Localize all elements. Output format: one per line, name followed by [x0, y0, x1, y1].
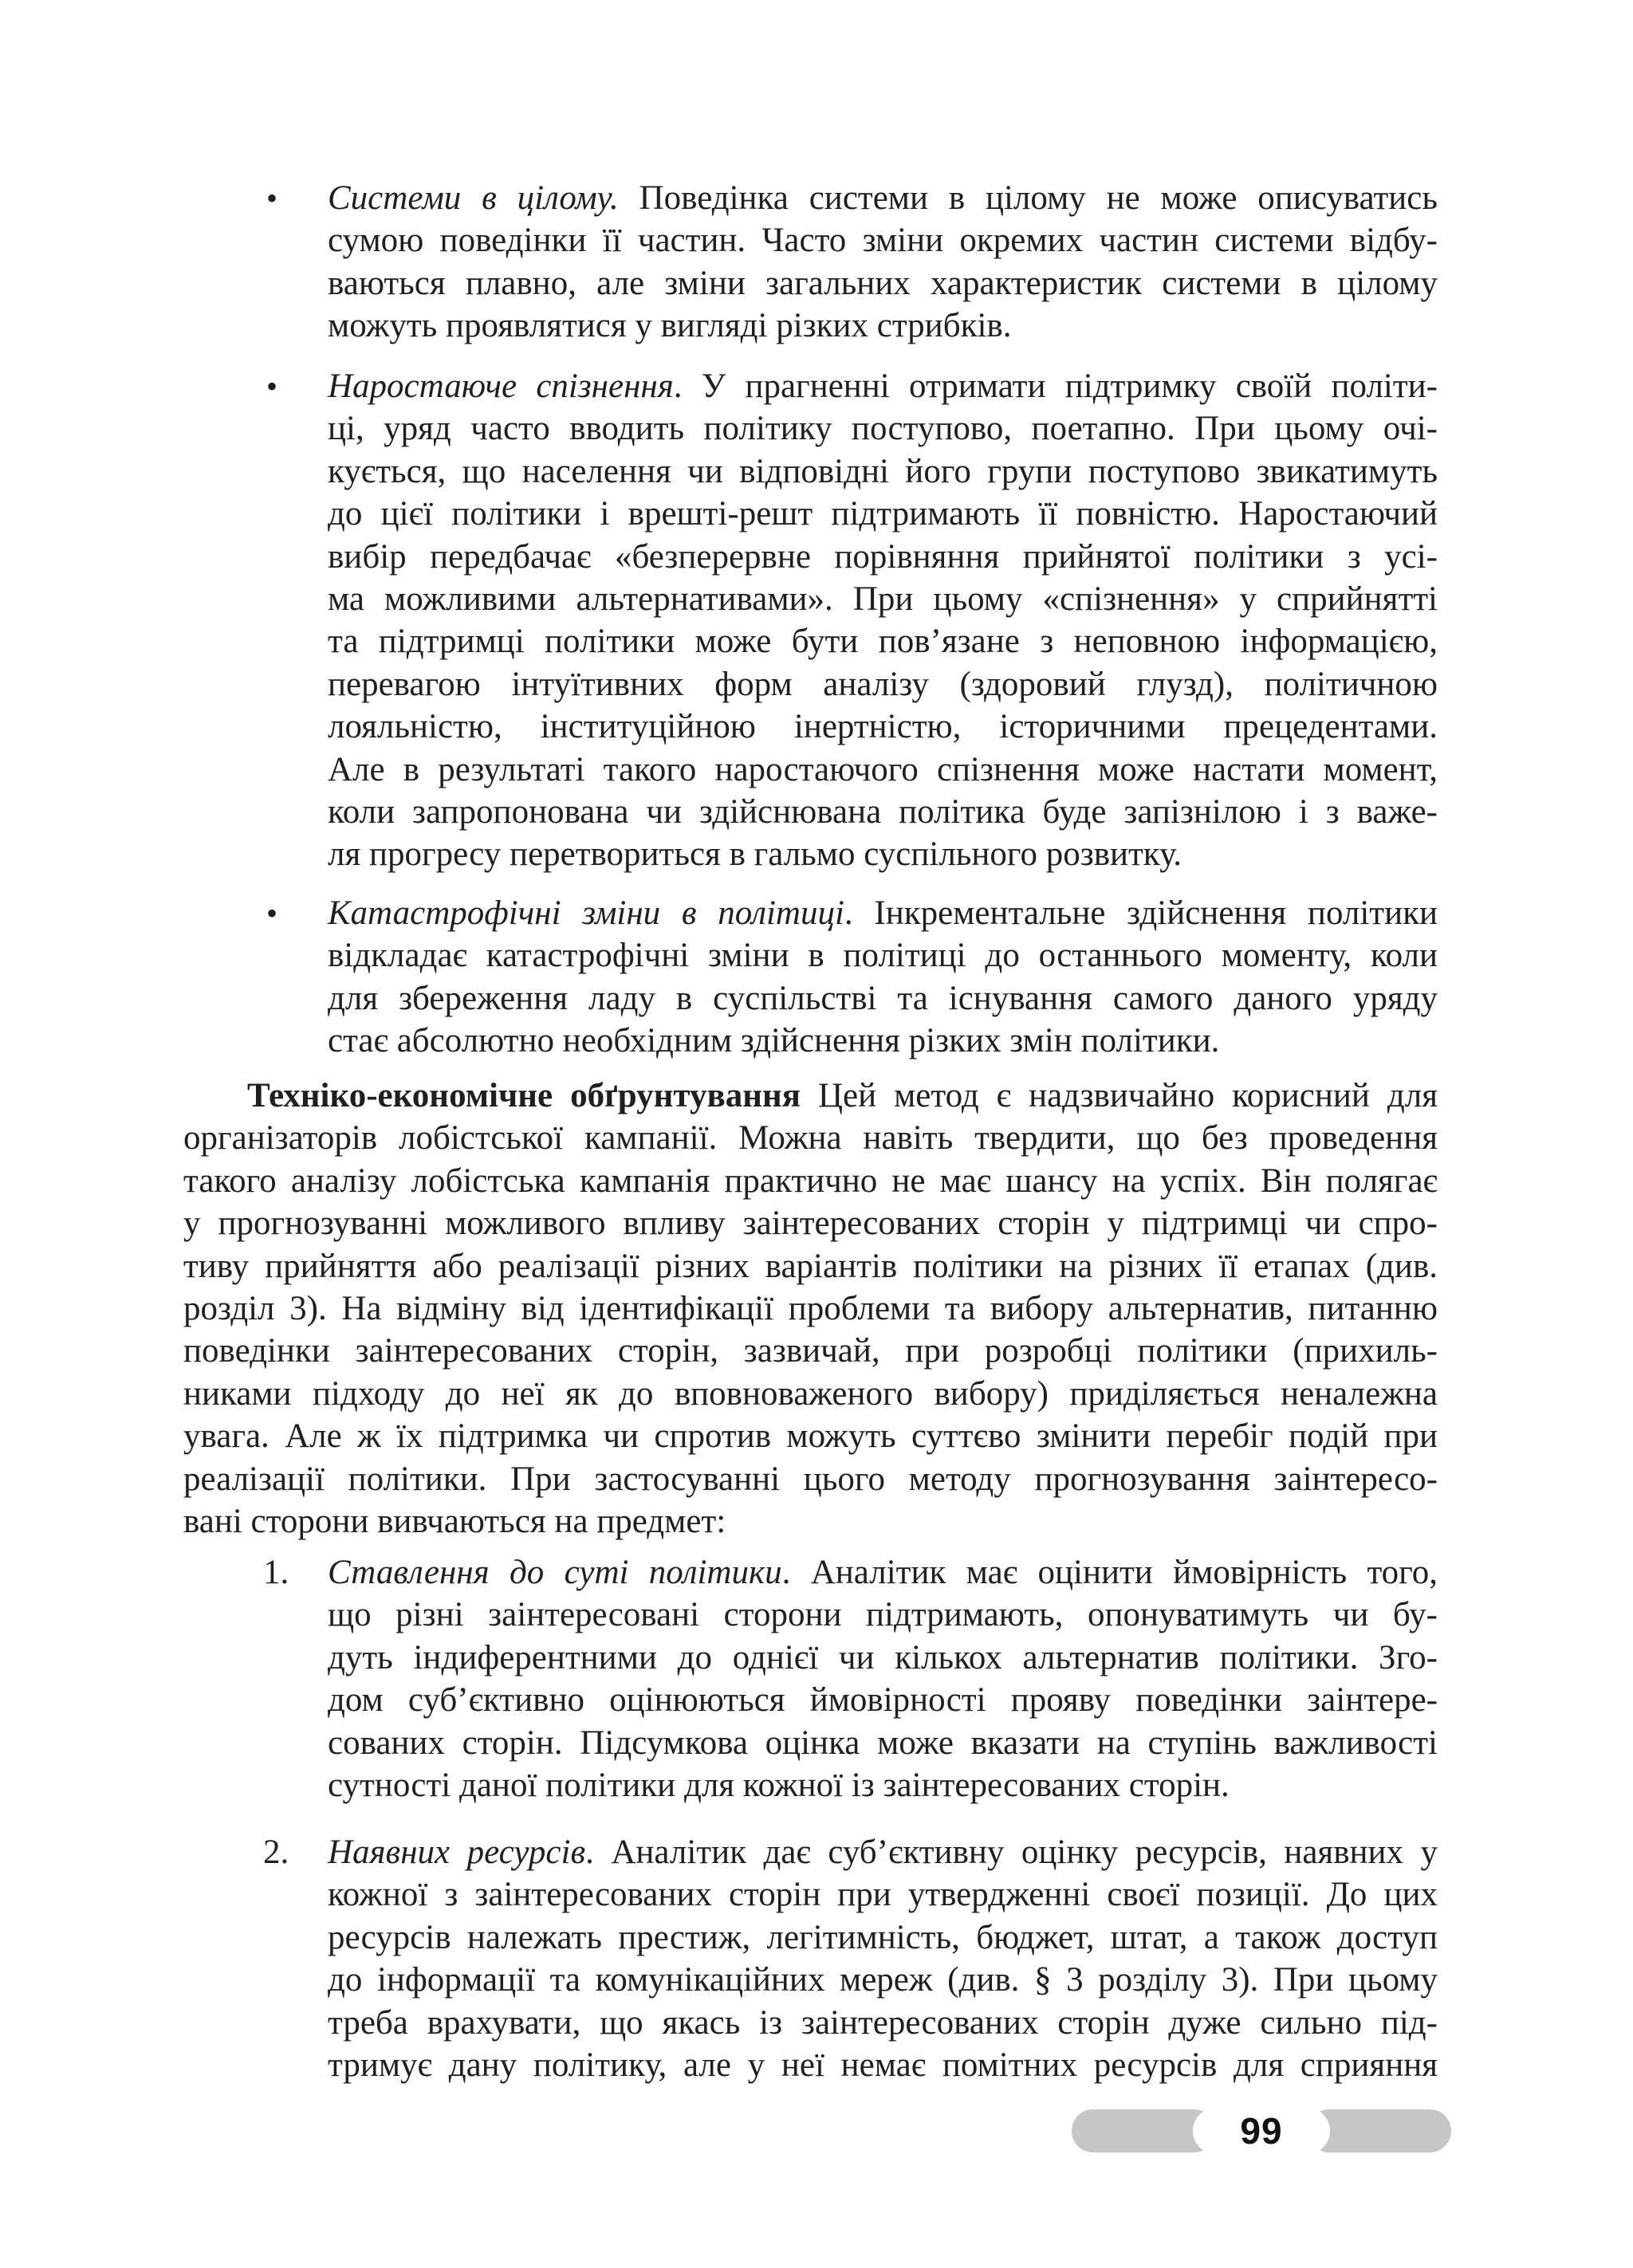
text-line: поведінки заінтересованих сторін, зазвичай, при розробці політики (прихиль- — [183, 1332, 1438, 1370]
text-line: відкладає катастрофічні зміни в політиці до останнього моменту, коли — [328, 937, 1438, 975]
bullet-term: Системи в цілому. — [328, 179, 619, 217]
numbered-item — [328, 1831, 1438, 2086]
bullet-term: Катастрофічні зміни в політиці — [328, 894, 844, 932]
text-line-part: . Аналітик має оцінити ймовірність того, — [781, 1554, 1438, 1591]
text-line: до інформації та комунікаційних мереж (див. § 3 розділу 3). При цьому — [328, 1961, 1438, 1999]
text-line: реалізації політики. При застосуванні цього методу прогнозування заінтересо- — [183, 1460, 1438, 1498]
text-line: тримує дану політику, але у неї немає помітних ресурсів для сприяння — [328, 2046, 1438, 2084]
text-line: тиву прийняття або реалізації різних варіантів політики на різних її етапах (див. — [183, 1247, 1438, 1285]
text-line: кується, що населення чи відповідні його групи поступово звикатимуть — [328, 452, 1438, 490]
text-line-part: . У прагненні отримати підтримку своїй політи- — [673, 368, 1438, 405]
text-line: дуть індиферентними до однієї чи кількох альтернатив політики. Зго- — [328, 1638, 1438, 1676]
text-line: лояльністю, інституційною інертністю, історичними прецедентами. — [328, 708, 1438, 746]
text-line: никами підходу до неї як до вповноваженого вибору) приділяється неналежна — [183, 1374, 1438, 1413]
text-line — [328, 892, 1438, 934]
body-paragraph — [183, 1075, 1438, 1543]
bullet-marker: • — [266, 368, 278, 404]
text-line: сумою поведінки її частин. Часто зміни окремих частин системи відбу- — [328, 222, 1438, 260]
numbered-term: Наявних ресурсів — [328, 1834, 586, 1871]
text-line-part: . Аналітик дає суб’єктивну оцінку ресурсів, наявних у — [585, 1834, 1438, 1871]
text-line: коли запропонована чи здійснювана політика буде запізнілою і з важе- — [328, 792, 1438, 831]
numbered-term: Ставлення до суті політики — [328, 1554, 782, 1591]
paragraph-heading: Техніко-економічне обґрунтування — [247, 1077, 801, 1114]
text-line: дом суб’єктивно оцінюються ймовірності прояву поведінки заінтере- — [328, 1681, 1438, 1720]
text-line-part: . Інкрементальне здійснення політики — [844, 894, 1438, 932]
text-line — [328, 177, 1438, 219]
text-line: у прогнозуванні можливого впливу заінтересованих сторін у підтримці чи спро- — [183, 1205, 1438, 1243]
bullet-item — [328, 177, 1438, 348]
text-line: вибір передбачає «безперервне порівняння прийнятої політики з усі- — [328, 537, 1438, 576]
list-number: 1. — [263, 1554, 289, 1591]
text-line: треба врахувати, що якась із заінтересованих сторін дуже сильно під- — [328, 2003, 1438, 2042]
text-line: для збереження ладу в суспільстві та існування самого даного уряду — [328, 979, 1438, 1017]
text-line-part: Цей метод є надзвичайно корисний для — [801, 1077, 1438, 1114]
text-line: розділ 3). На відміну від ідентифікації проблеми та вибору альтернатив, питанню — [183, 1289, 1438, 1327]
text-line: Але в результаті такого наростаючого спізнення може настати момент, — [328, 750, 1438, 788]
bullet-item — [328, 365, 1438, 876]
text-line — [328, 1551, 1438, 1594]
bullet-marker: • — [266, 180, 278, 216]
bullet-item — [328, 892, 1438, 1063]
text-line: перевагою інтуїтивних форм аналізу (здоровий глузд), політичною — [328, 665, 1438, 703]
list-number: 2. — [263, 1834, 289, 1871]
text-line — [183, 1075, 1438, 1117]
text-line: можуть проявлятися у вигляді різких стрибків. — [328, 307, 1012, 345]
page-number: 99 — [1240, 2110, 1283, 2152]
page-number-badge — [1193, 2108, 1330, 2154]
bullet-term: Наростаюче спізнення — [328, 368, 674, 405]
text-line: ресурсів належать престиж, легітимність, бюджет, штат, а також доступ — [328, 1918, 1438, 1956]
page-footer — [1072, 2108, 1451, 2154]
text-line: кожної з заінтересованих сторін при утвердженні своєї позиції. До цих — [328, 1876, 1438, 1914]
text-line: ваються плавно, але зміни загальних характеристик системи в цілому — [328, 264, 1438, 302]
text-line: сутності даної політики для кожної із заінтересованих сторін. — [328, 1766, 1230, 1804]
text-line — [328, 365, 1438, 407]
text-line: що різні заінтересовані сторони підтримають, опонуватимуть чи бу- — [328, 1596, 1438, 1634]
text-line-part: Поведінка системи в цілому не може описуватись — [618, 179, 1438, 217]
text-line — [328, 1831, 1438, 1873]
text-line: вані сторони вивчаються на предмет: — [183, 1502, 726, 1540]
numbered-item — [328, 1551, 1438, 1806]
text-line: такого аналізу лобістська кампанія практично не має шансу на успіх. Він полягає — [183, 1162, 1438, 1200]
text-line: ля прогресу перетвориться в гальмо суспільного розвитку. — [328, 835, 1182, 874]
bullet-marker: • — [266, 895, 278, 931]
text-line: до цієї політики і врешті-решт підтримають її повністю. Наростаючий — [328, 495, 1438, 533]
text-line: організаторів лобістської кампанії. Можна навіть твердити, що без проведення — [183, 1119, 1438, 1158]
text-line: ма можливими альтернативами». При цьому «спізнення» у сприйнятті — [328, 580, 1438, 618]
text-line: ці, уряд часто вводить політику поступово, поетапно. При цьому очі- — [328, 410, 1438, 448]
text-line: та підтримці політики може бути пов’язане з неповною інформацією, — [328, 623, 1438, 661]
text-line: сованих сторін. Підсумкова оцінка може вказати на ступінь важливості — [328, 1724, 1438, 1762]
text-line: увага. Але ж їх підтримка чи спротив можуть суттєво змінити перебіг подій при — [183, 1417, 1438, 1456]
text-line: стає абсолютно необхідним здійснення різких змін політики. — [328, 1022, 1220, 1060]
